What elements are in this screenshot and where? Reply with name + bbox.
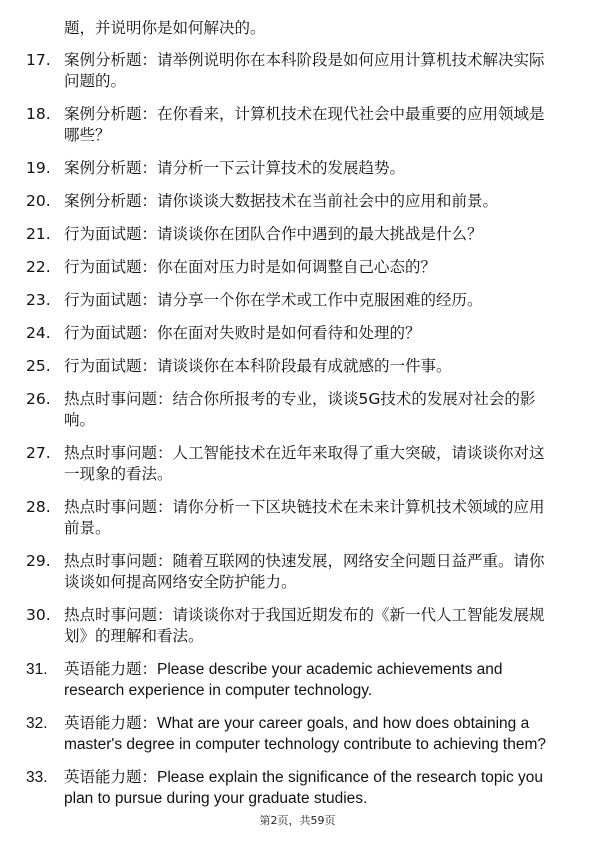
question-text: 行为面试题：请分享一个你在学术或工作中克服困难的经历。 xyxy=(64,291,483,309)
question-text: 案例分析题：在你看来，计算机技术在现代社会中最重要的应用领域是哪些？ xyxy=(64,105,545,144)
question-number: 24. xyxy=(26,324,51,342)
page-number-footer: 第2页，共59页 xyxy=(259,814,336,827)
question-number: 29. xyxy=(26,552,51,570)
question-number: 33. xyxy=(26,769,48,786)
question-number: 30. xyxy=(26,606,51,624)
question-number: 25. xyxy=(26,357,51,375)
question-text: 英语能力题：Please describe your academic achievements and research experience in computer technology. xyxy=(64,661,503,699)
question-item xyxy=(0,224,556,245)
question-text: 英语能力题：Please explain the significance of the research topic you plan to pursue during your graduate studies. xyxy=(64,769,544,807)
question-text: 热点时事问题：人工智能技术在近年来取得了重大突破，请谈谈你对这一现象的看法。 xyxy=(64,444,545,483)
question-text: 热点时事问题：结合你所报考的专业，谈谈5G技术的发展对社会的影响。 xyxy=(64,390,536,429)
question-number: 28. xyxy=(26,498,51,516)
question-text: 行为面试题：你在面对压力时是如何调整自己心态的？ xyxy=(64,258,437,276)
question-text: 热点时事问题：请谈谈你对于我国近期发布的《新一代人工智能发展规划》的理解和看法。 xyxy=(64,606,545,645)
question-item xyxy=(0,257,556,278)
question-item xyxy=(0,323,556,344)
question-item xyxy=(0,50,556,92)
question-text: 行为面试题：你在面对失败时是如何看待和处理的？ xyxy=(64,324,421,342)
question-item xyxy=(0,659,556,701)
question-number: 23. xyxy=(26,291,51,309)
question-list xyxy=(0,50,595,821)
question-item xyxy=(0,356,556,377)
question-item xyxy=(0,605,556,647)
question-number: 17. xyxy=(26,51,51,69)
question-number: 21. xyxy=(26,225,51,243)
question-item xyxy=(0,158,556,179)
question-number: 31. xyxy=(26,661,48,678)
question-number: 32. xyxy=(26,715,48,732)
question-text: 热点时事问题：随着互联网的快速发展，网络安全问题日益严重。请你谈谈如何提高网络安全防护能力。 xyxy=(64,552,545,591)
question-number: 20. xyxy=(26,192,51,210)
question-number: 27. xyxy=(26,444,51,462)
question-text: 行为面试题：请谈谈你在本科阶段最有成就感的一件事。 xyxy=(64,357,452,375)
question-text: 案例分析题：请分析一下云计算技术的发展趋势。 xyxy=(64,159,406,177)
question-item xyxy=(0,389,556,431)
question-item xyxy=(0,191,556,212)
question-item xyxy=(0,497,556,539)
question-number: 26. xyxy=(26,390,51,408)
question-text: 案例分析题：请举例说明你在本科阶段是如何应用计算机技术解决实际问题的。 xyxy=(64,51,545,90)
question-text: 案例分析题：请你谈谈大数据技术在当前社会中的应用和前景。 xyxy=(64,192,499,210)
question-number: 22. xyxy=(26,258,51,276)
question-item xyxy=(0,443,556,485)
question-item xyxy=(0,767,556,809)
continuation-text: 题，并说明你是如何解决的。 xyxy=(64,19,266,37)
question-text: 热点时事问题：请你分析一下区块链技术在未来计算机技术领域的应用前景。 xyxy=(64,498,545,537)
question-item xyxy=(0,290,556,311)
question-item xyxy=(0,713,556,755)
question-text: 行为面试题：请谈谈你在团队合作中遇到的最大挑战是什么？ xyxy=(64,225,483,243)
question-number: 19. xyxy=(26,159,51,177)
question-number: 18. xyxy=(26,105,51,123)
question-item xyxy=(0,104,556,146)
question-item xyxy=(0,551,556,593)
question-text: 英语能力题：What are your career goals, and how does obtaining a master's degree in computer technology contribute to achieving them? xyxy=(64,715,547,753)
